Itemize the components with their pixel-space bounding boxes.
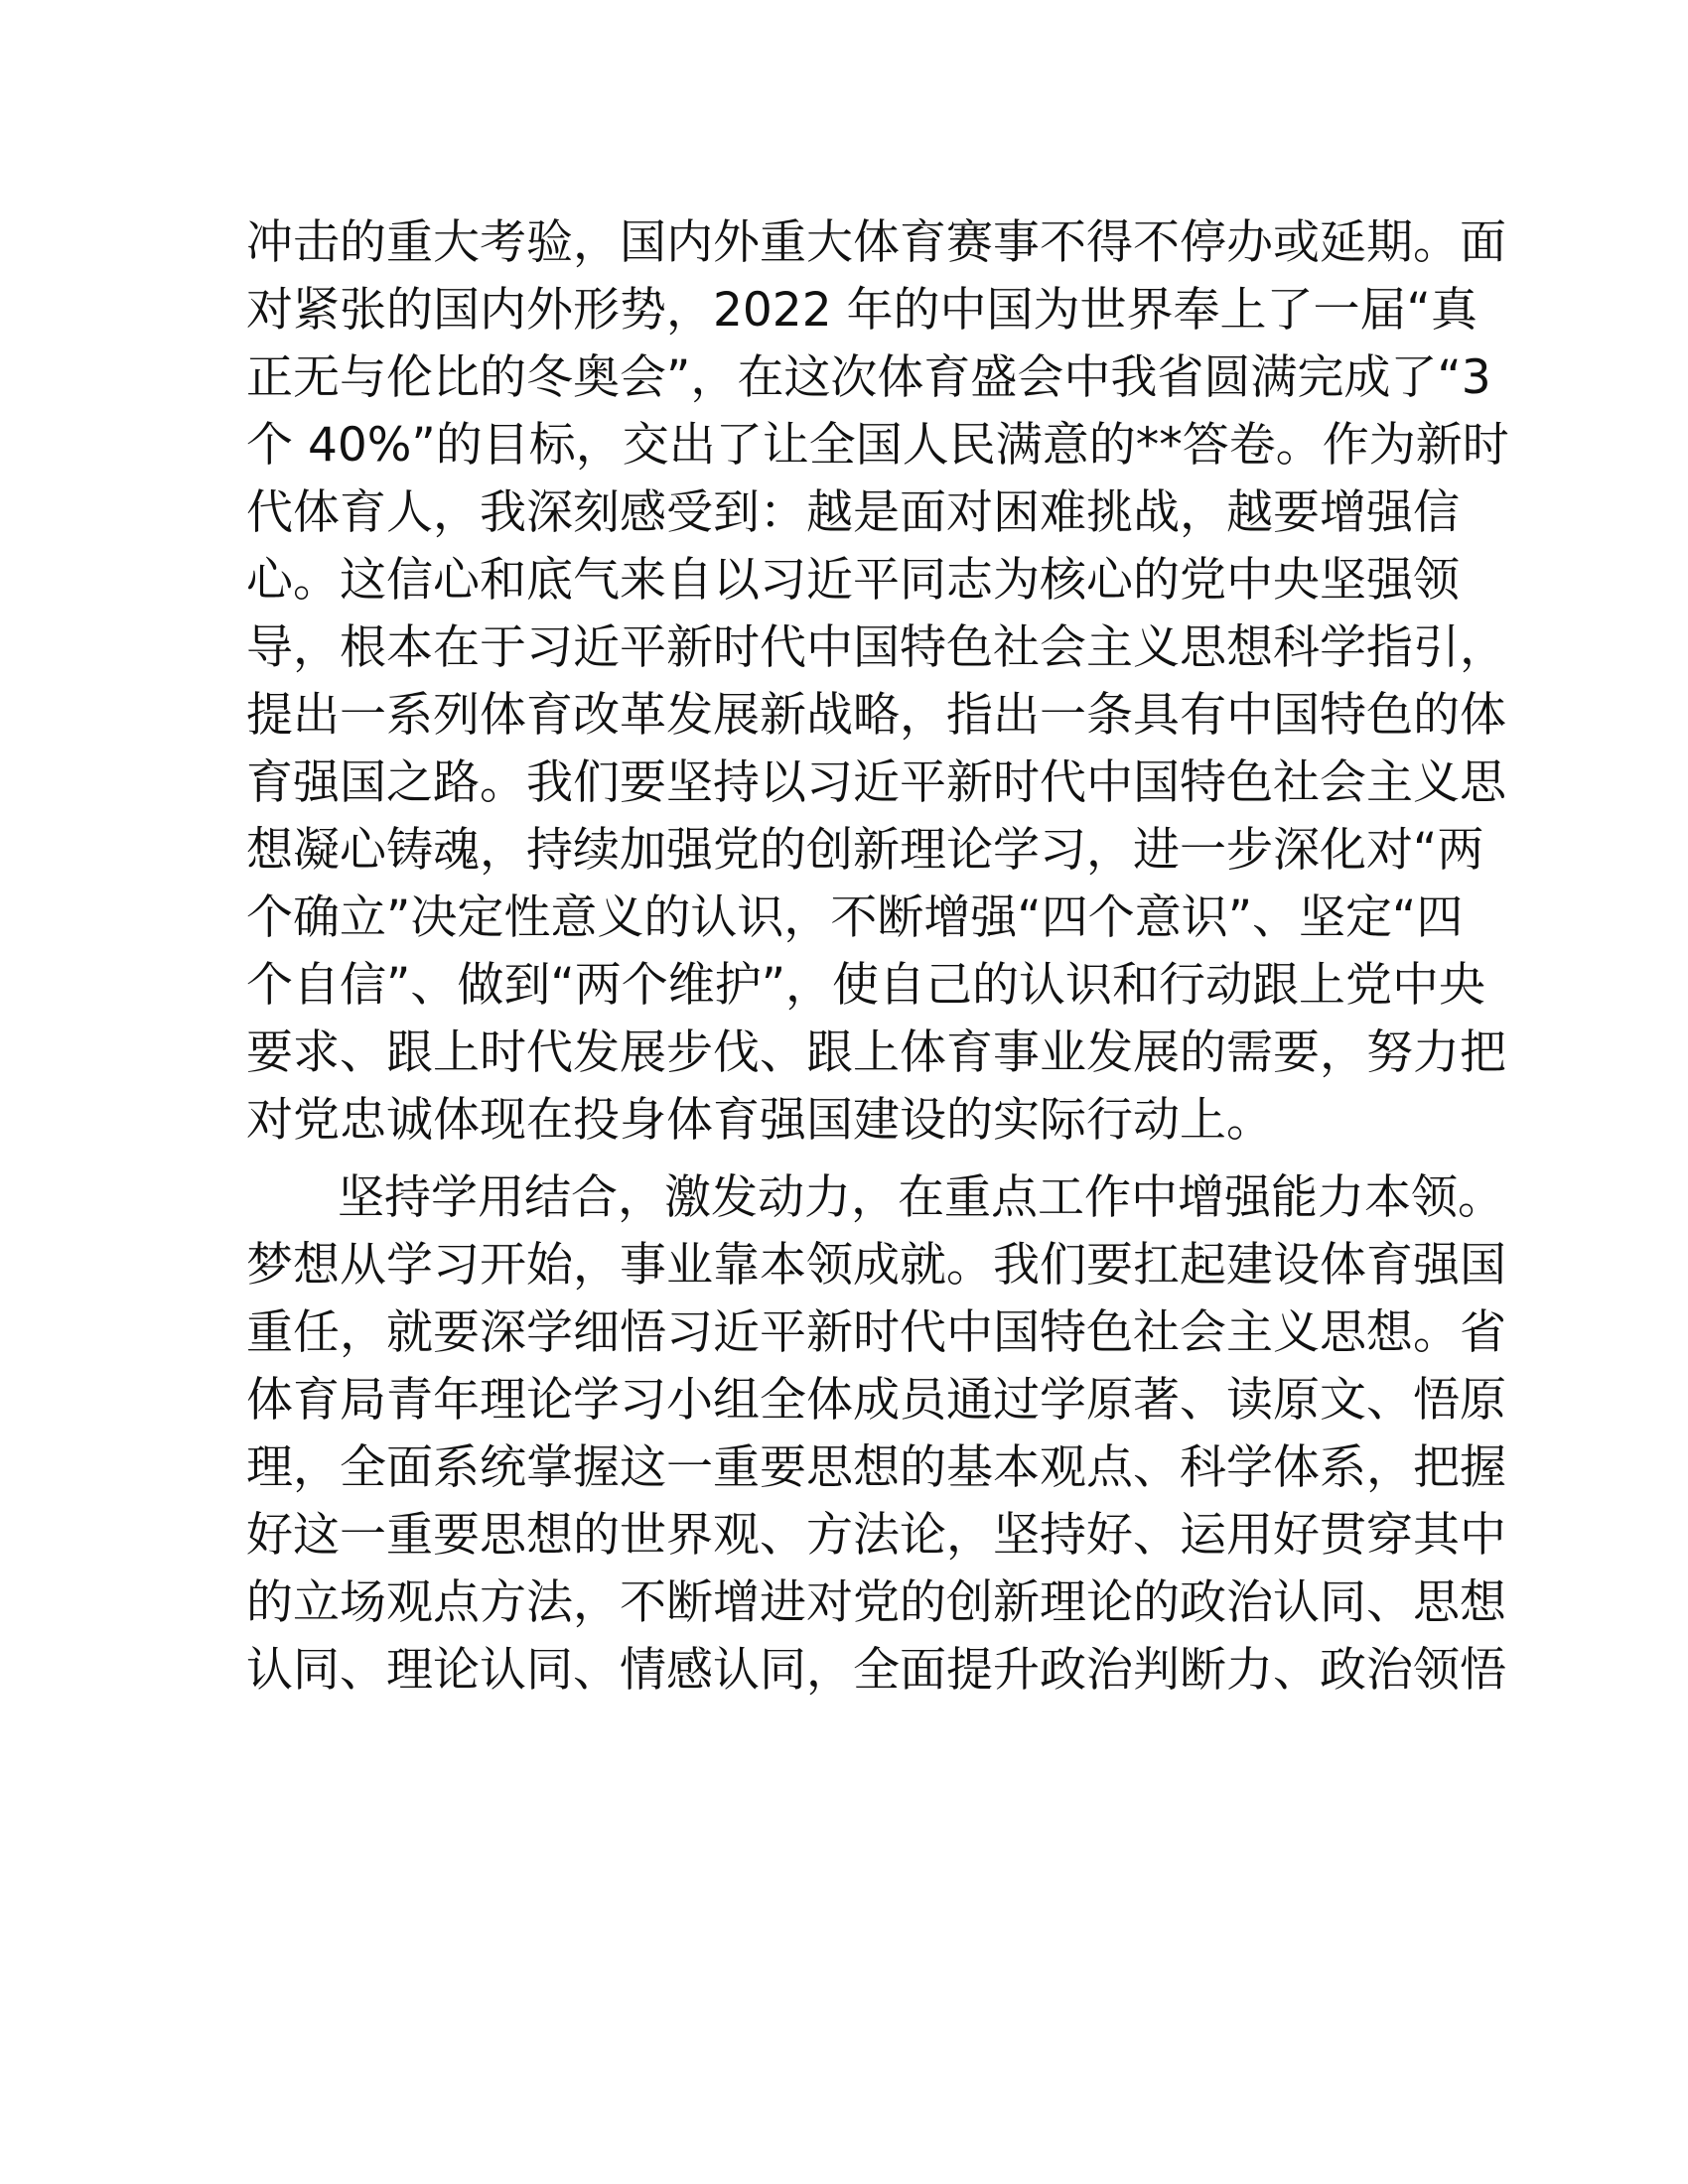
text-line: 理，全面系统掌握这一重要思想的基本观点、科学体系，把握 (246, 1440, 1506, 1495)
text-line: 坚持学用结合，激发动力，在重点工作中增强能力本领。 (338, 1170, 1504, 1225)
text-line: 个确立”决定性意义的认识，不断增强“四个意识”、坚定“四 (246, 890, 1464, 945)
paragraph-1 (246, 209, 1509, 1155)
text-line: 要求、跟上时代发展步伐、跟上体育事业发展的需要，努力把 (246, 1025, 1506, 1080)
text-line: 梦想从学习开始，事业靠本领成就。我们要扛起建设体育强国 (246, 1238, 1506, 1293)
text-line: 代体育人，我深刻感受到：越是面对困难挑战，越要增强信 (246, 485, 1460, 540)
body-text (246, 209, 1509, 1705)
text-line: 育强国之路。我们要坚持以习近平新时代中国特色社会主义思 (246, 755, 1506, 810)
text-line: 对紧张的国内外形势，2022 年的中国为世界奉上了一届“真 (246, 283, 1477, 338)
text-line: 想凝心铸魂，持续加强党的创新理论学习，进一步深化对“两 (246, 823, 1484, 878)
text-line: 重任，就要深学细悟习近平新时代中国特色社会主义思想。省 (246, 1305, 1506, 1360)
text-line: 正无与伦比的冬奥会”，在这次体育盛会中我省圆满完成了“3 (246, 350, 1491, 405)
text-line: 导，根本在于习近平新时代中国特色社会主义思想科学指引， (246, 620, 1506, 675)
text-line: 的立场观点方法，不断增进对党的创新理论的政治认同、思想 (246, 1575, 1506, 1630)
text-line: 心。这信心和底气来自以习近平同志为核心的党中央坚强领 (246, 553, 1460, 608)
text-line: 对党忠诚体现在投身体育强国建设的实际行动上。 (246, 1093, 1273, 1148)
text-line: 个 40%”的目标，交出了让全国人民满意的**答卷。作为新时 (246, 418, 1509, 473)
text-line: 好这一重要思想的世界观、方法论，坚持好、运用好贯穿其中 (246, 1508, 1506, 1563)
text-line: 认同、理论认同、情感认同，全面提升政治判断力、政治领悟 (246, 1643, 1506, 1698)
text-line: 个自信”、做到“两个维护”，使自己的认识和行动跟上党中央 (246, 958, 1486, 1013)
paragraph-2 (246, 1164, 1506, 1705)
paragraph-spacer (246, 1155, 1438, 1164)
text-line: 体育局青年理论学习小组全体成员通过学原著、读原文、悟原 (246, 1373, 1506, 1428)
text-line: 提出一系列体育改革发展新战略，指出一条具有中国特色的体 (246, 688, 1506, 743)
text-line: 冲击的重大考验，国内外重大体育赛事不得不停办或延期。面 (246, 215, 1506, 270)
